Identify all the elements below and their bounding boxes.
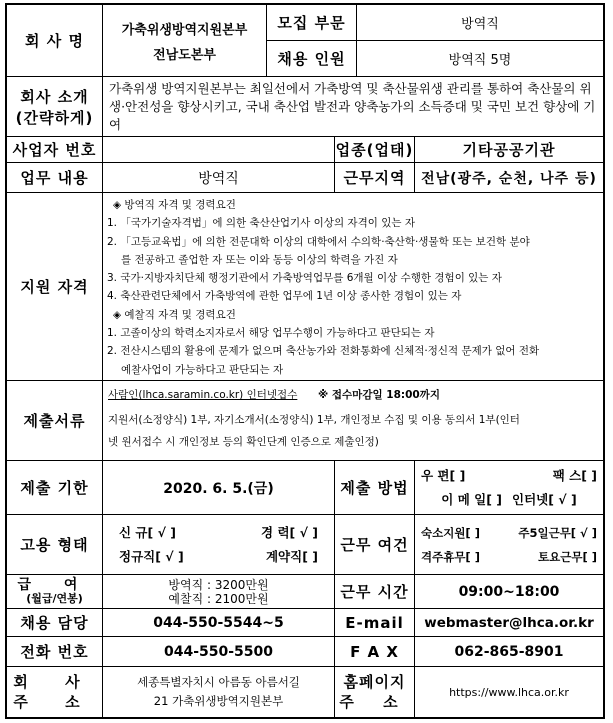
documents-content — [103, 381, 603, 461]
cond-housing-option: 숙소지원[ ] — [421, 525, 480, 540]
qualification-item: 예찰사업이 가능하다고 판단되는 자 — [121, 363, 284, 376]
salary-line2: 예찰직 : 2100만원 — [168, 591, 269, 606]
employment-options — [103, 515, 335, 575]
qualification-item: 를 전공하고 졸업한 자 또는 이와 동등 이상의 학력을 가진 자 — [121, 253, 398, 266]
company-name-line1: 가축위생방역지원본부 — [121, 22, 248, 38]
fax-label: F A X — [335, 637, 415, 667]
email-value[interactable]: webmaster@lhca.or.kr — [415, 609, 603, 637]
documents-label: 제출서류 — [7, 381, 103, 461]
phone-label: 전화 번호 — [7, 637, 103, 667]
duty-label: 업무 내용 — [7, 163, 103, 193]
salary-label-line2: (월급/연봉) — [26, 591, 83, 605]
qualification-section2: ◈ 예찰직 자격 및 경력요건 — [113, 308, 236, 321]
recruit-dept-value: 방역직 — [357, 5, 603, 41]
salary-line1: 방역직 : 3200만원 — [168, 577, 269, 592]
method-internet-option: 인터넷[ √ ] — [512, 491, 577, 507]
recruit-count-label: 채용 인원 — [267, 41, 357, 77]
employment-label: 고용 형태 — [7, 515, 103, 575]
salary-label-line1: 급 여 — [17, 576, 92, 593]
qualification-item: 2. 「고등교육법」에 의한 전문대학 이상의 대학에서 수의학·축산학·생물학 또는 보건학 분야 — [107, 235, 530, 248]
industry-label: 업종(업태) — [335, 137, 415, 163]
region-label: 근무지역 — [335, 163, 415, 193]
method-email-option: 이 메 일[ ] — [441, 491, 502, 507]
hours-value: 09:00~18:00 — [415, 575, 603, 609]
conditions-label: 근무 여건 — [335, 515, 415, 575]
employment-regular-option: 정규직[ √ ] — [119, 548, 184, 564]
qualification-item: 1. 「국가기술자격법」에 의한 축산산업기사 이상의 자격이 있는 자 — [107, 217, 415, 230]
region-value: 전남(광주, 순천, 나주 등) — [415, 163, 603, 193]
manager-label: 채용 담당 — [7, 609, 103, 637]
qualification-section1: ◈ 방역직 자격 및 경력요건 — [113, 199, 236, 211]
qualification-item: 1. 고졸이상의 학력소지자로서 해당 업무수행이 가능하다고 판단되는 자 — [107, 327, 435, 340]
employment-contract-option: 계약직[ ] — [265, 548, 318, 564]
salary-label — [7, 575, 103, 609]
company-name-label: 회 사 명 — [7, 5, 103, 77]
method-post-option: 우 편[ ] — [421, 467, 466, 483]
conditions-options — [415, 515, 603, 575]
documents-line3: 넷 원서접수 시 개인정보 등의 확인단계 인증으로 제출인정) — [108, 436, 379, 448]
job-posting-form — [5, 3, 605, 719]
employment-career-option: 경 력[ √ ] — [261, 524, 318, 540]
intro-label-line2: (간략하게) — [15, 108, 94, 127]
recruit-count-value: 방역직 5명 — [357, 41, 603, 77]
method-label: 제출 방법 — [335, 461, 415, 515]
deadline-value: 2020. 6. 5.(금) — [103, 461, 335, 515]
address-label-line2: 주 소 — [13, 693, 96, 711]
manager-phone: 044-550-5544~5 — [103, 609, 335, 637]
qualification-content — [103, 193, 603, 381]
documents-deadline-note: ※ 접수마감일 18:00까지 — [318, 389, 440, 401]
industry-value: 기타공공기관 — [415, 137, 603, 163]
homepage-label — [335, 667, 415, 717]
address-line2: 21 가축위생방역지원본부 — [153, 694, 284, 708]
business-reg-label: 사업자 번호 — [7, 137, 103, 163]
fax-value: 062-865-8901 — [415, 637, 603, 667]
qualification-label: 지원 자격 — [7, 193, 103, 381]
employment-new-option: 신 규[ √ ] — [119, 524, 176, 540]
intro-text: 가축위생 방역지원본부는 최일선에서 가축방역 및 축산물위생 관리를 통하여 축산물의 위생·안전성을 향상시키고, 국내 축산업 발전과 양축농가의 소득증대 및 국민 보건 향상에 기여 — [103, 77, 603, 137]
homepage-label-line2: 주 소 — [339, 693, 410, 711]
intro-label-line1: 회사 소개 — [20, 87, 89, 106]
phone-value: 044-550-5500 — [103, 637, 335, 667]
email-label: E-mail — [335, 609, 415, 637]
business-reg-value — [103, 137, 335, 163]
cond-5day-option: 주5일근무[ √ ] — [518, 525, 597, 540]
qualification-item: 2. 전산시스템의 활용에 문제가 없으며 축산농가와 전화통화에 신체적·정신적 문제가 없어 전화 — [107, 345, 540, 358]
address-value — [103, 667, 335, 717]
duty-value: 방역직 — [103, 163, 335, 193]
cond-saturday-option: 토요근무[ ] — [538, 549, 597, 564]
qualification-item: 4. 축산관련단체에서 가축방역에 관한 업무에 1년 이상 종사한 경험이 있는 자 — [107, 290, 462, 303]
intro-label — [7, 77, 103, 137]
deadline-label: 제출 기한 — [7, 461, 103, 515]
documents-line2: 지원서(소정양식) 1부, 자기소개서(소정양식) 1부, 개인정보 수집 및 이용 동의서 1부(인터 — [108, 414, 520, 426]
method-options — [415, 461, 603, 515]
recruit-dept-label: 모집 부문 — [267, 5, 357, 41]
salary-value — [103, 575, 335, 609]
qualification-item: 3. 국가·지방자치단체 행정기관에서 가축방역업무를 6개월 이상 수행한 경험이 있는 자 — [107, 272, 502, 285]
documents-online-link[interactable]: 사람인(lhca.saramin.co.kr) 인터넷접수 — [108, 389, 298, 401]
cond-biweekly-option: 격주휴무[ ] — [421, 549, 480, 564]
hours-label: 근무 시간 — [335, 575, 415, 609]
address-line1: 세종특별자치시 아름동 아름서길 — [137, 675, 300, 689]
company-name-value — [103, 5, 267, 77]
address-label-line1: 회 사 — [13, 673, 96, 691]
address-label — [7, 667, 103, 717]
company-name-line2: 전남도본부 — [153, 47, 216, 63]
method-fax-option: 팩 스[ ] — [552, 467, 597, 483]
homepage-label-line1: 홈페이지 — [343, 673, 406, 691]
homepage-value[interactable]: https://www.lhca.or.kr — [449, 685, 569, 699]
